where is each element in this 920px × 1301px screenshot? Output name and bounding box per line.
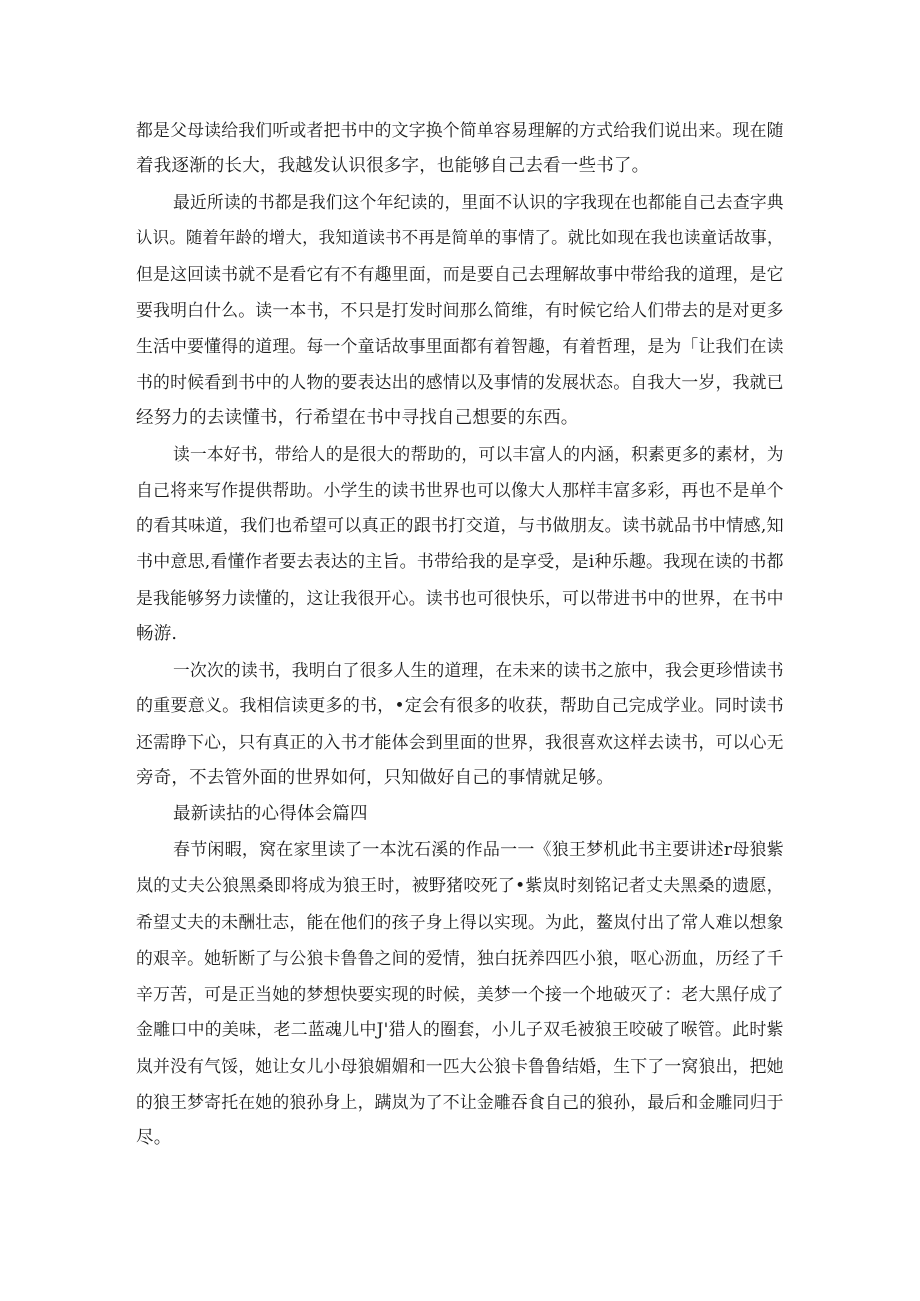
text-line: 的艰辛。她斩断了与公狼卡鲁鲁之间的爱情，独白抚养四匹小狼，呕心沥血，历经了千 [136, 948, 784, 968]
text-line: 是我能够努力读懂的，这让我很开心。读书也可很快乐，可以带进书中的世界，在书中 [136, 588, 784, 608]
text-line: 最新读拈的心得体会篇四 [173, 804, 368, 824]
text-line: 最近所读的书都是我们这个年纪读的，里面不认识的字我现在也都能自己去查字典 [173, 192, 784, 212]
text-line: 自己将来写作提供帮助。小学生的读书世界也可以像大人那样丰富多彩，再也不是单个 [136, 480, 784, 500]
text-line: 金雕口中的美味，老二蓝魂儿中J'猎人的圈套，小儿子双毛被狼王咬破了喉管。此时紫 [136, 1020, 784, 1040]
text-line: 要我明白什么。读一本书，不只是打发时间那么简维，有时候它给人们带去的是对更多 [136, 300, 784, 320]
text-line: 的重要意义。我相信读更多的书，•定会有很多的收获，帮助自己完成学业。同时读书 [136, 696, 784, 716]
text-line: 的狼王梦寄托在她的狼孙身上，蹒岚为了不让金雕吞食自己的狼孙，最后和金雕同归于 [136, 1092, 784, 1112]
text-line: 还需睁下心，只有真正的入书才能体会到里面的世界，我很喜欢这样去读书，可以心无 [136, 732, 784, 752]
document-body [136, 112, 784, 1156]
text-line: 生活中要懂得的道理。每一个童话故事里面都有着智趣，有着哲理，是为「让我们在读 [136, 336, 784, 356]
text-line: 书中意思,看懂作者要去表达的主旨。书带给我的是享受，是i种乐趣。我现在读的书都 [136, 552, 784, 572]
text-line: 畅游. [136, 624, 178, 644]
text-line: 春节闲暇，窝在家里读了一本沈石溪的作品一一《狼王梦机此书主要讲述r母狼紫 [173, 840, 784, 860]
text-line: 读一本好书，带给人的是很大的帮助的，可以丰富人的内涵，积素更多的素材，为 [173, 444, 784, 464]
text-line: 尽。 [136, 1128, 172, 1148]
text-line: 辛万苦，可是正当她的梦想快要实现的时候，美梦一个接一个地破灭了：老大黑仔成了 [136, 984, 784, 1004]
text-line: 的看其味道，我们也希望可以真正的跟书打交道，与书做朋友。读书就品书中情感,知 [136, 516, 784, 536]
text-line: 岚的丈夫公狼黑桑即将成为狼王时，被野猪咬死了•紫岚时刻铭记者丈夫黑桑的遗愿， [136, 876, 784, 896]
text-line: 一次次的读书，我明白了很多人生的道理，在未来的读书之旅中，我会更珍惜读书 [173, 660, 784, 680]
text-line: 经努力的去读懂书，行希望在书中寻找自己想要的东西。 [136, 408, 579, 428]
text-line: 希望丈夫的未酬壮志，能在他们的孩子身上得以实现。为此，鳌岚付出了常人难以想象 [136, 912, 784, 932]
text-line: 岚并没有气馁，她让女儿小母狼媚媚和一匹大公狼卡鲁鲁结婚，生下了一窝狼出，把她 [136, 1056, 784, 1076]
text-line: 旁奇，不去管外面的世界如何，只知做好自己的事情就足够。 [136, 768, 614, 788]
text-line: 都是父母读给我们听或者把书中的文字换个简单容易理解的方式给我们说出来。现在随 [136, 120, 784, 140]
text-line: 认识。随着年龄的增大，我知道读书不再是简单的事情了。就比如现在我也读童话故事， [136, 228, 784, 247]
text-line: 着我逐渐的长大，我越发认识很多字，也能够自己去看一些书了。 [136, 156, 650, 176]
text-line: 但是这回读书就不是看它有不有趣里面，而是要自己去理解故事中带给我的道理，是它 [136, 264, 784, 284]
text-line: 书的时候看到书中的人物的要表达出的感情以及事情的发展状态。自我大一岁，我就已 [136, 372, 784, 392]
